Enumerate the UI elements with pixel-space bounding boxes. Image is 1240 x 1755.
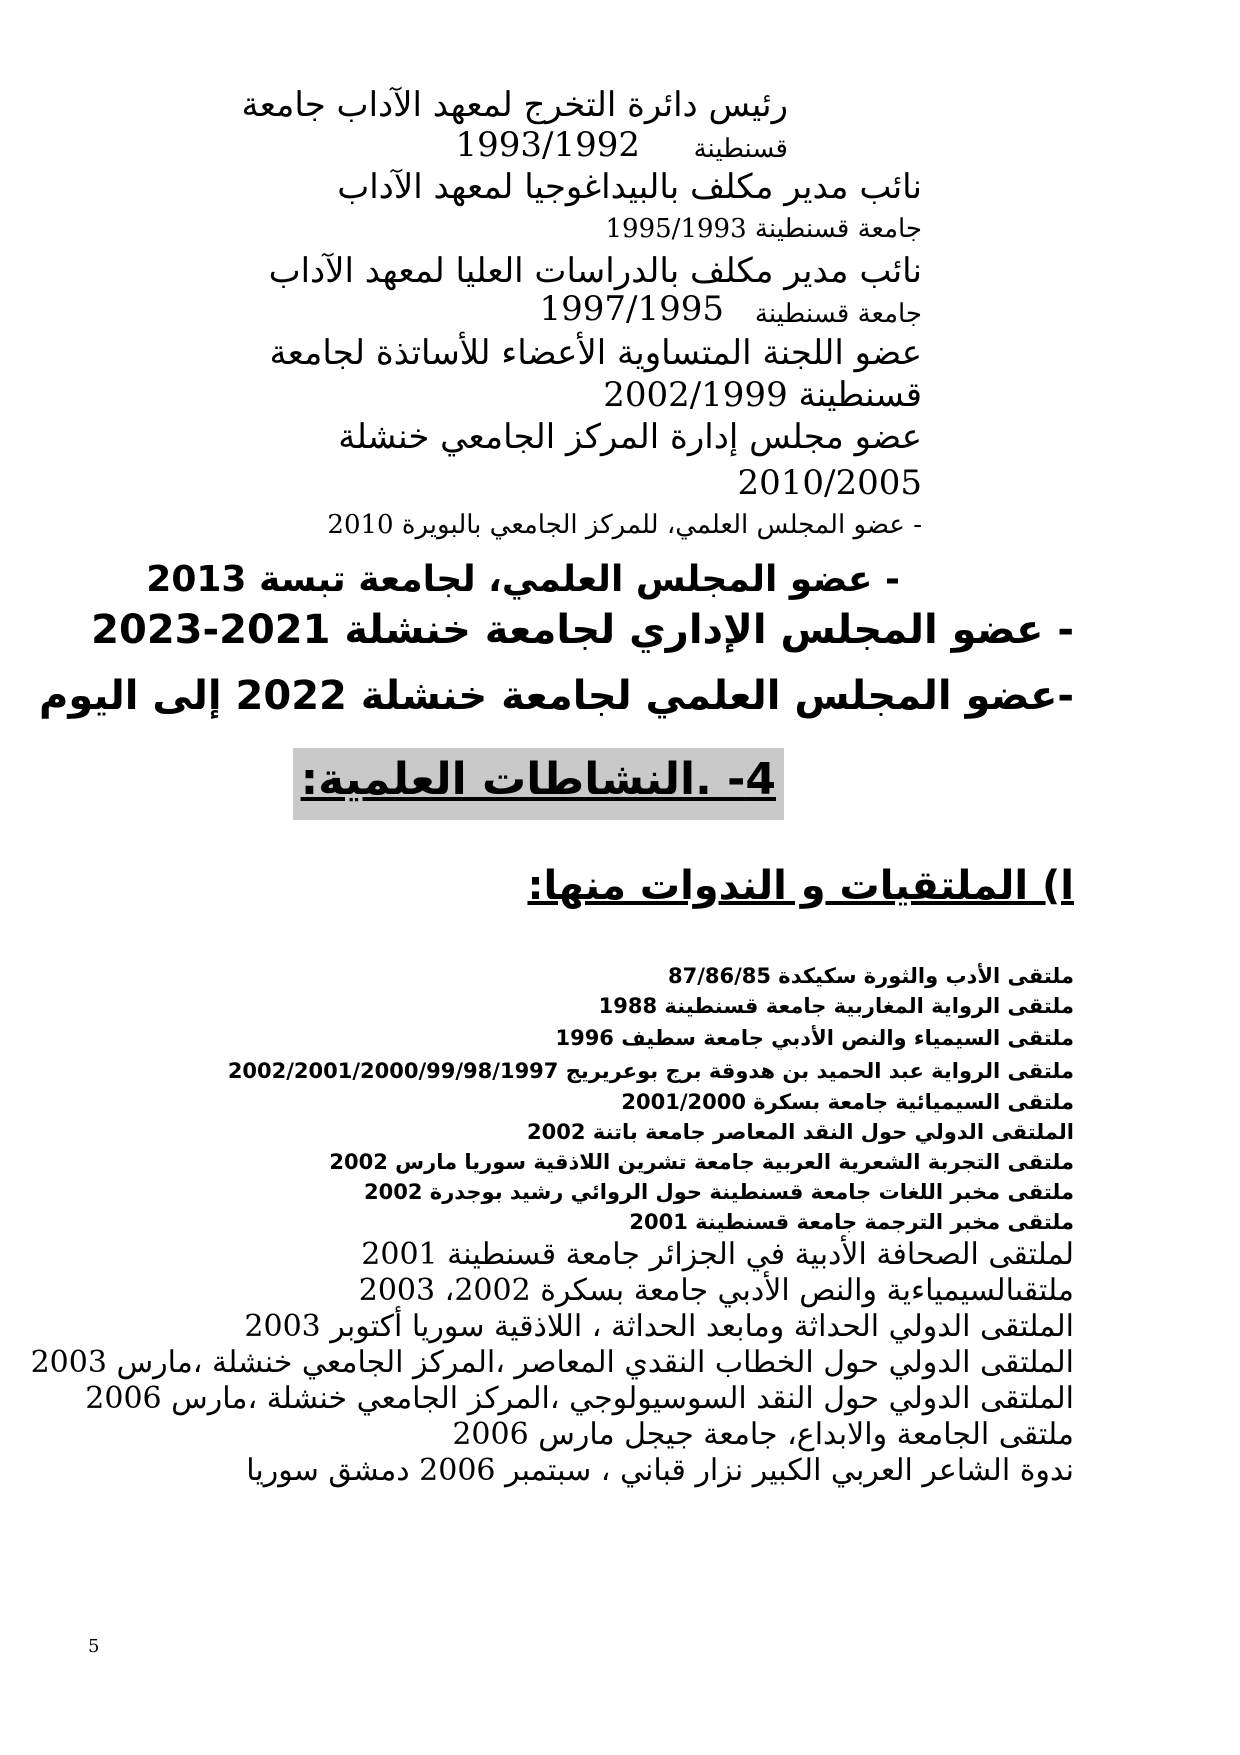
position-line-3: نائب مدير مكلف بالبيداغوجيا لمعهد الآداب — [337, 167, 922, 207]
subsection-heading: ا) الملتقيات و الندوات منها: — [527, 863, 1074, 909]
conference-item: لملتقى الصحافة الأدبية في الجزائر جامعة قسنطينة 2001 — [361, 1237, 1074, 1272]
position-line-1: رئيس دائرة التخرج لمعهد الآداب جامعة — [241, 85, 788, 125]
conference-item: ملتقى السيمياء والنص الأدبي جامعة سطيف 1996 — [555, 1026, 1074, 1050]
conference-item: ملتقى الأدب والثورة سكيكدة 87/86/85 — [667, 964, 1074, 988]
conference-item: ملتقى الجامعة والابداع، جامعة جيجل مارس 2006 — [452, 1417, 1074, 1452]
position-line-7: عضو اللجنة المتساوية الأعضاء للأساتذة لجامعة — [269, 333, 922, 373]
position-line-13: - عضو المجلس الإداري لجامعة خنشلة 2021-2023 — [91, 607, 1074, 653]
conference-item: الملتقى الدولي حول النقد المعاصر جامعة باتنة 2002 — [527, 1120, 1074, 1144]
conference-item: ملتقى مخبر اللغات جامعة قسنطينة حول الروائي رشيد بوجدرة 2002 — [364, 1180, 1074, 1204]
position-line-10: 2010/2005 — [737, 463, 922, 503]
conference-item: ملتقى مخبر الترجمة جامعة قسنطينة 2001 — [629, 1210, 1074, 1234]
position-line-4: جامعة قسنطينة 1995/1993 — [605, 214, 922, 244]
position-line-9: عضو مجلس إدارة المركز الجامعي خنشلة — [338, 417, 922, 457]
conference-item: ملتقى الرواية عبد الحميد بن هدوقة برج بوعريريج 2002/2001/2000/99/98/1997 — [227, 1059, 1074, 1083]
position-line-12: - عضو المجلس العلمي، لجامعة تبسة 2013 — [146, 559, 900, 600]
section-heading: 4- .النشاطات العلمية: — [293, 748, 784, 820]
conference-item: ملتقى الرواية المغاربية جامعة قسنطينة 1988 — [598, 994, 1074, 1018]
position-line-6a: جامعة قسنطينة — [754, 299, 922, 329]
position-line-5: نائب مدير مكلف بالدراسات العليا لمعهد الآداب — [268, 251, 922, 291]
page-number: 5 — [88, 1636, 100, 1657]
position-line-2a: قسنطينة — [693, 134, 788, 164]
conference-item: ملتقىالسيمياءية والنص الأدبي جامعة بسكرة 2002، 2003 — [358, 1273, 1074, 1308]
position-line-11: - عضو المجلس العلمي، للمركز الجامعي بالبويرة 2010 — [327, 510, 922, 540]
position-line-2b: 1993/1992 — [455, 125, 640, 165]
position-line-8: قسنطينة 2002/1999 — [603, 375, 922, 415]
conference-item: الملتقى الدولي حول الخطاب النقدي المعاصر ،المركز الجامعي خنشلة ،مارس 2003 — [30, 1345, 1074, 1380]
conference-item: ملتقى التجربة الشعرية العربية جامعة تشرين اللاذقية سوريا مارس 2002 — [329, 1150, 1074, 1174]
conference-item: ملتقى السيميائية جامعة بسكرة 2001/2000 — [621, 1090, 1074, 1114]
conference-item: الملتقى الدولي حول النقد السوسيولوجي ،المركز الجامعي خنشلة ،مارس 2006 — [85, 1381, 1074, 1416]
position-line-14: -عضو المجلس العلمي لجامعة خنشلة 2022 إلى اليوم — [39, 673, 1074, 719]
position-line-6b: 1997/1995 — [539, 289, 724, 329]
conference-item: ندوة الشاعر العربي الكبير نزار قباني ، سبتمبر 2006 دمشق سوريا — [246, 1453, 1074, 1488]
conference-item: الملتقى الدولي الحداثة ومابعد الحداثة ، اللاذقية سوريا أكتوبر 2003 — [244, 1309, 1074, 1344]
